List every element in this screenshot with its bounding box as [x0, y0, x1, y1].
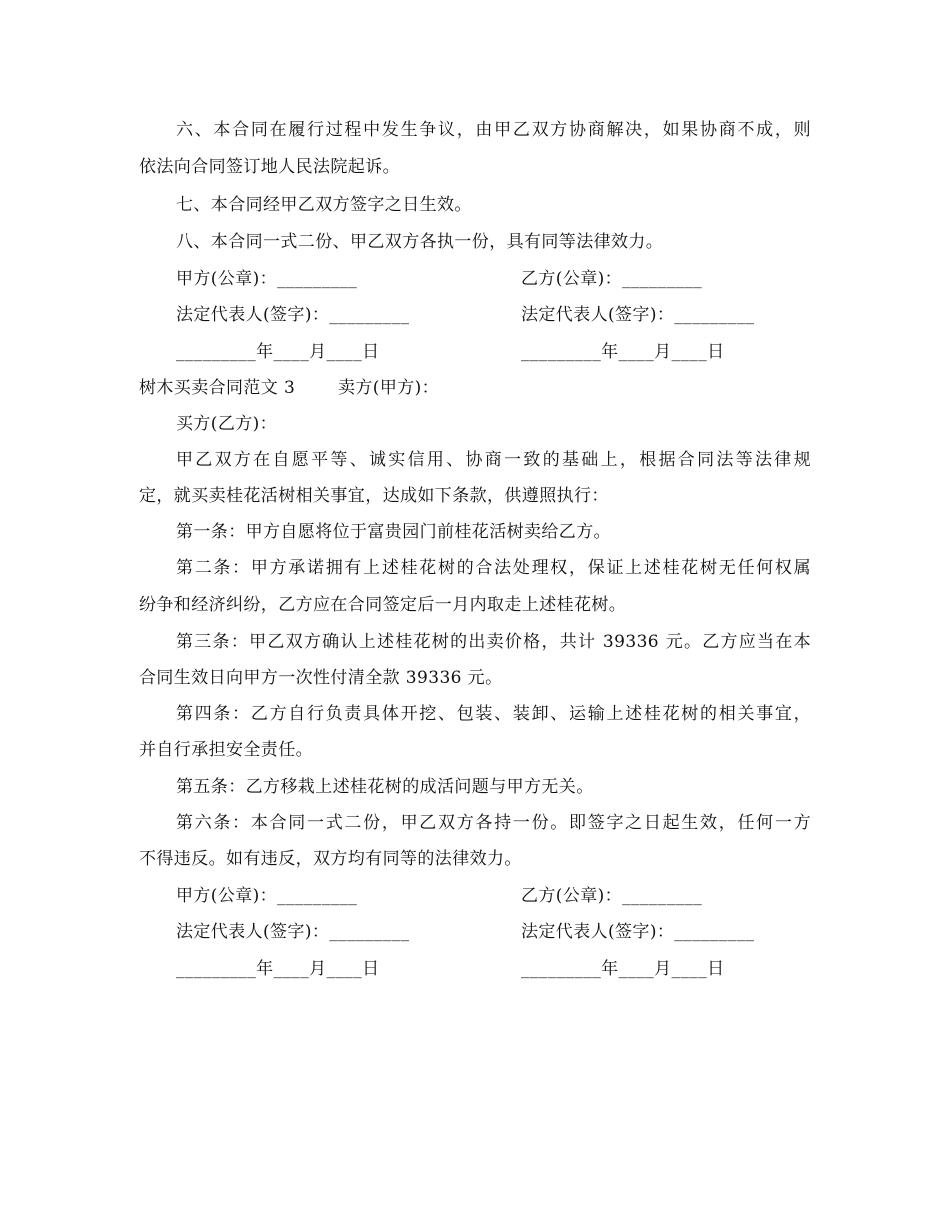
article-5: 第五条：乙方移栽上述桂花树的成活问题与甲方无关。: [176, 777, 594, 797]
party-a-seal-field-2: 甲方(公章)：_________: [176, 886, 358, 906]
article-1: 第一条：甲方自愿将位于富贵园门前桂花活树卖给乙方。: [176, 522, 611, 542]
article-4-line-2: 并自行承担安全责任。: [139, 740, 313, 760]
clause-8: 八、本合同一式二份、甲乙双方各执一份，具有同等法律效力。: [176, 232, 664, 252]
party-a-representative-field-2: 法定代表人(签字)：_________: [176, 922, 410, 942]
article-2-line-2: 纷争和经济纠纷，乙方应在合同签定后一月内取走上述桂花树。: [139, 595, 627, 615]
section-heading: 树木买卖合同范文 3: [139, 378, 296, 398]
party-a-seal-field: 甲方(公章)：_________: [176, 269, 358, 289]
seller-field: 卖方(甲方)：: [338, 378, 440, 398]
party-a-date-field-2: _________年____月____日: [176, 959, 380, 979]
intro-line-2: 定，就买卖桂花活树相关事宜，达成如下条款，供遵照执行：: [139, 486, 609, 506]
article-3-line-1: 第三条：甲乙双方确认上述桂花树的出卖价格，共计 39336 元。乙方应当在本: [176, 632, 811, 652]
party-a-representative-field: 法定代表人(签字)：_________: [176, 305, 410, 325]
article-6-line-2: 不得违反。如有违反，双方均有同等的法律效力。: [139, 849, 522, 869]
article-2-line-1: 第二条：甲方承诺拥有上述桂花树的合法处理权，保证上述桂花树无任何权属: [176, 558, 811, 578]
party-a-date-field: _________年____月____日: [176, 342, 380, 362]
party-b-representative-field-2: 法定代表人(签字)：_________: [521, 922, 755, 942]
article-3-line-2: 合同生效日向甲方一次性付清全款 39336 元。: [139, 668, 503, 688]
party-b-date-field: _________年____月____日: [521, 342, 725, 362]
party-b-representative-field: 法定代表人(签字)：_________: [521, 305, 755, 325]
clause-6-line-2: 依法向合同签订地人民法院起诉。: [139, 157, 400, 177]
party-b-seal-field-2: 乙方(公章)：_________: [521, 886, 703, 906]
article-4-line-1: 第四条：乙方自行负责具体开挖、包装、装卸、运输上述桂花树的相关事宜，: [176, 704, 811, 724]
clause-7: 七、本合同经甲乙双方签字之日生效。: [176, 195, 472, 215]
article-6-line-1: 第六条：本合同一式二份，甲乙双方各持一份。即签字之日起生效，任何一方: [176, 813, 811, 833]
buyer-field: 买方(乙方)：: [176, 414, 278, 434]
party-b-seal-field: 乙方(公章)：_________: [521, 269, 703, 289]
clause-6-line-1: 六、本合同在履行过程中发生争议，由甲乙双方协商解决，如果协商不成，则: [176, 120, 811, 140]
intro-line-1: 甲乙双方在自愿平等、诚实信用、协商一致的基础上，根据合同法等法律规: [176, 450, 811, 470]
party-b-date-field-2: _________年____月____日: [521, 959, 725, 979]
